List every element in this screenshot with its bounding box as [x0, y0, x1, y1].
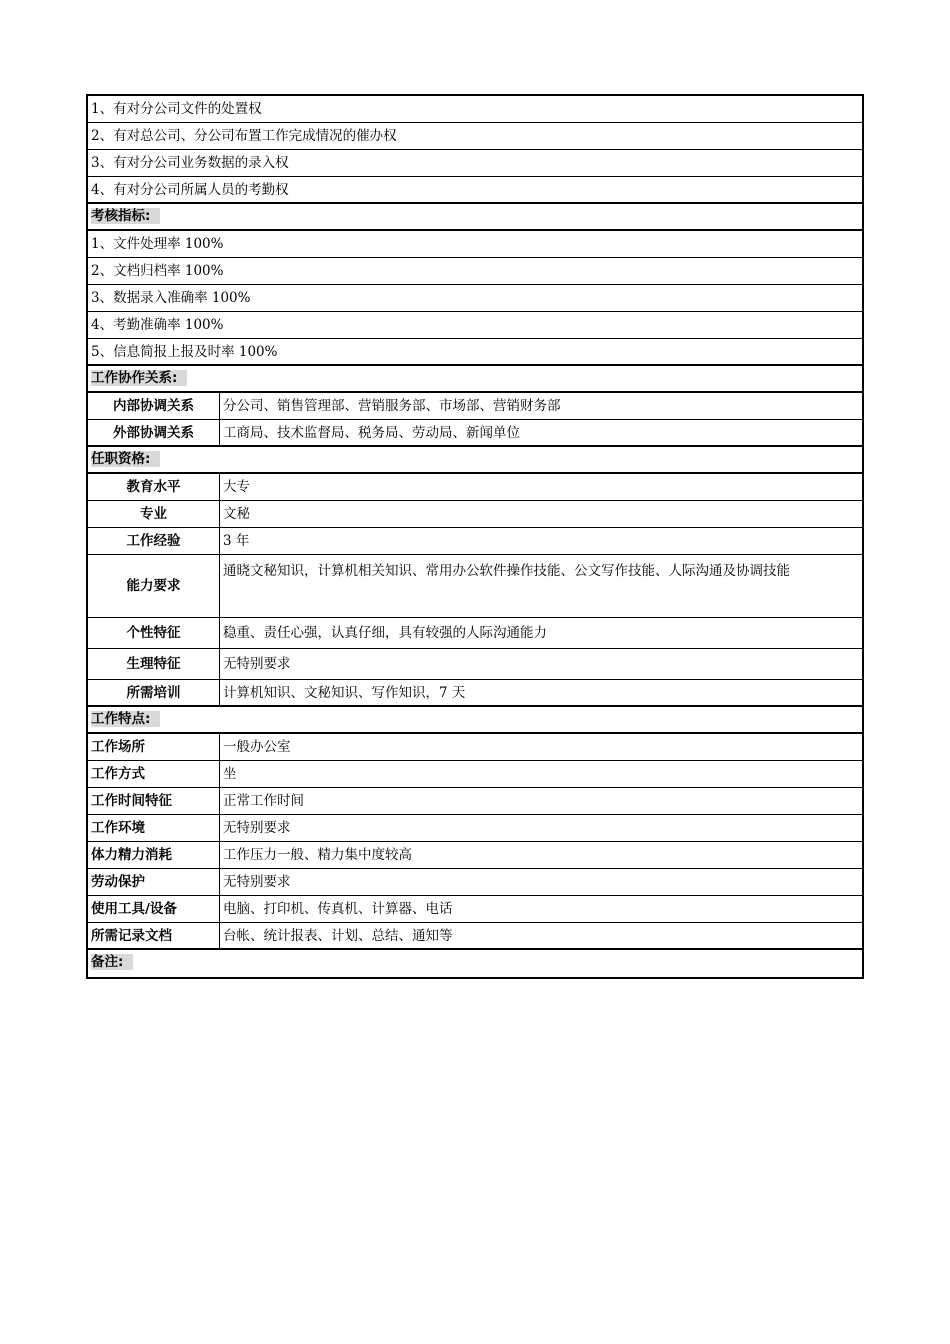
qualification-label: 专业: [88, 501, 220, 527]
feature-row: [88, 869, 862, 896]
internal-relations-value: 分公司、销售管理部、营销服务部、市场部、营销财务部: [223, 398, 561, 414]
feature-label: 工作环境: [88, 815, 220, 841]
qualification-value: 无特别要求: [223, 656, 291, 672]
feature-value: 无特别要求: [223, 820, 291, 836]
feature-value: 一般办公室: [223, 739, 291, 755]
rights-row: [88, 150, 862, 177]
qualification-label: 工作经验: [88, 528, 220, 554]
external-relations-row: [88, 420, 862, 447]
feature-label: 使用工具/设备: [88, 896, 220, 922]
feature-label: 工作场所: [88, 734, 220, 760]
rights-item: 1、有对分公司文件的处置权: [91, 101, 262, 117]
qualification-value: 大专: [223, 479, 250, 495]
internal-relations-row: [88, 393, 862, 420]
feature-row: [88, 896, 862, 923]
kpi-item: 4、考勤准确率 100%: [91, 317, 224, 333]
feature-value: 工作压力一般、精力集中度较高: [223, 847, 412, 863]
section-header-qualifications: [88, 447, 862, 474]
feature-value: 无特别要求: [223, 874, 291, 890]
rights-row: [88, 96, 862, 123]
rights-row: [88, 123, 862, 150]
section-title: 考核指标:: [91, 208, 160, 224]
feature-label: 工作时间特征: [88, 788, 220, 814]
feature-row: [88, 815, 862, 842]
section-title: 任职资格:: [91, 451, 160, 467]
qualification-label: 生理特征: [88, 649, 220, 679]
kpi-item: 5、信息简报上报及时率 100%: [91, 344, 278, 360]
kpi-item: 2、文档归档率 100%: [91, 263, 224, 279]
kpi-item: 1、文件处理率 100%: [91, 236, 224, 252]
feature-value: 台帐、统计报表、计划、总结、通知等: [223, 927, 453, 944]
feature-label: 体力精力消耗: [88, 842, 220, 868]
section-title: 工作特点:: [91, 711, 160, 727]
section-title: 备注:: [91, 954, 133, 970]
section-header-features: [88, 707, 862, 734]
qualification-row: [88, 555, 862, 618]
kpi-item: 3、数据录入准确率 100%: [91, 290, 251, 306]
qualification-row: [88, 649, 862, 680]
qualification-row: [88, 618, 862, 649]
kpi-row: [88, 339, 862, 366]
feature-label: 所需记录文档: [88, 923, 220, 948]
section-title: 工作协作关系:: [91, 370, 187, 386]
feature-row: [88, 842, 862, 869]
qualification-row: [88, 501, 862, 528]
kpi-row: [88, 231, 862, 258]
feature-row: [88, 788, 862, 815]
qualification-value: 文秘: [223, 506, 250, 522]
job-description-table: [86, 94, 864, 979]
external-relations-value: 工商局、技术监督局、税务局、劳动局、新闻单位: [223, 424, 520, 441]
qualification-value: 3 年: [223, 533, 250, 549]
section-header-kpi: [88, 204, 862, 231]
kpi-row: [88, 312, 862, 339]
qualification-value: 通晓文秘知识，计算机相关知识、常用办公软件操作技能、公文写作技能、人际沟通及协调技能: [223, 563, 790, 579]
feature-value: 电脑、打印机、传真机、计算器、电话: [223, 901, 453, 917]
qualification-value: 稳重、责任心强，认真仔细，具有较强的人际沟通能力: [223, 625, 547, 641]
feature-value: 正常工作时间: [223, 793, 304, 809]
qualification-label: 教育水平: [88, 474, 220, 500]
internal-relations-label: 内部协调关系: [88, 393, 220, 419]
section-header-remarks: [88, 950, 862, 977]
feature-value: 坐: [223, 766, 237, 782]
kpi-row: [88, 258, 862, 285]
feature-label: 劳动保护: [88, 869, 220, 895]
rights-item: 3、有对分公司业务数据的录入权: [91, 155, 289, 171]
qualification-row: [88, 680, 862, 707]
qualification-row: [88, 528, 862, 555]
feature-row: [88, 734, 862, 761]
qualification-row: [88, 474, 862, 501]
qualification-label: 个性特征: [88, 618, 220, 648]
kpi-row: [88, 285, 862, 312]
feature-row: [88, 923, 862, 950]
section-header-relations: [88, 366, 862, 393]
external-relations-label: 外部协调关系: [88, 420, 220, 445]
rights-row: [88, 177, 862, 204]
rights-item: 2、有对总公司、分公司布置工作完成情况的催办权: [91, 128, 397, 144]
feature-label: 工作方式: [88, 761, 220, 787]
qualification-value: 计算机知识、文秘知识、写作知识，7 天: [223, 684, 466, 701]
rights-item: 4、有对分公司所属人员的考勤权: [91, 182, 289, 198]
feature-row: [88, 761, 862, 788]
qualification-label: 能力要求: [88, 555, 220, 617]
qualification-label: 所需培训: [88, 680, 220, 705]
